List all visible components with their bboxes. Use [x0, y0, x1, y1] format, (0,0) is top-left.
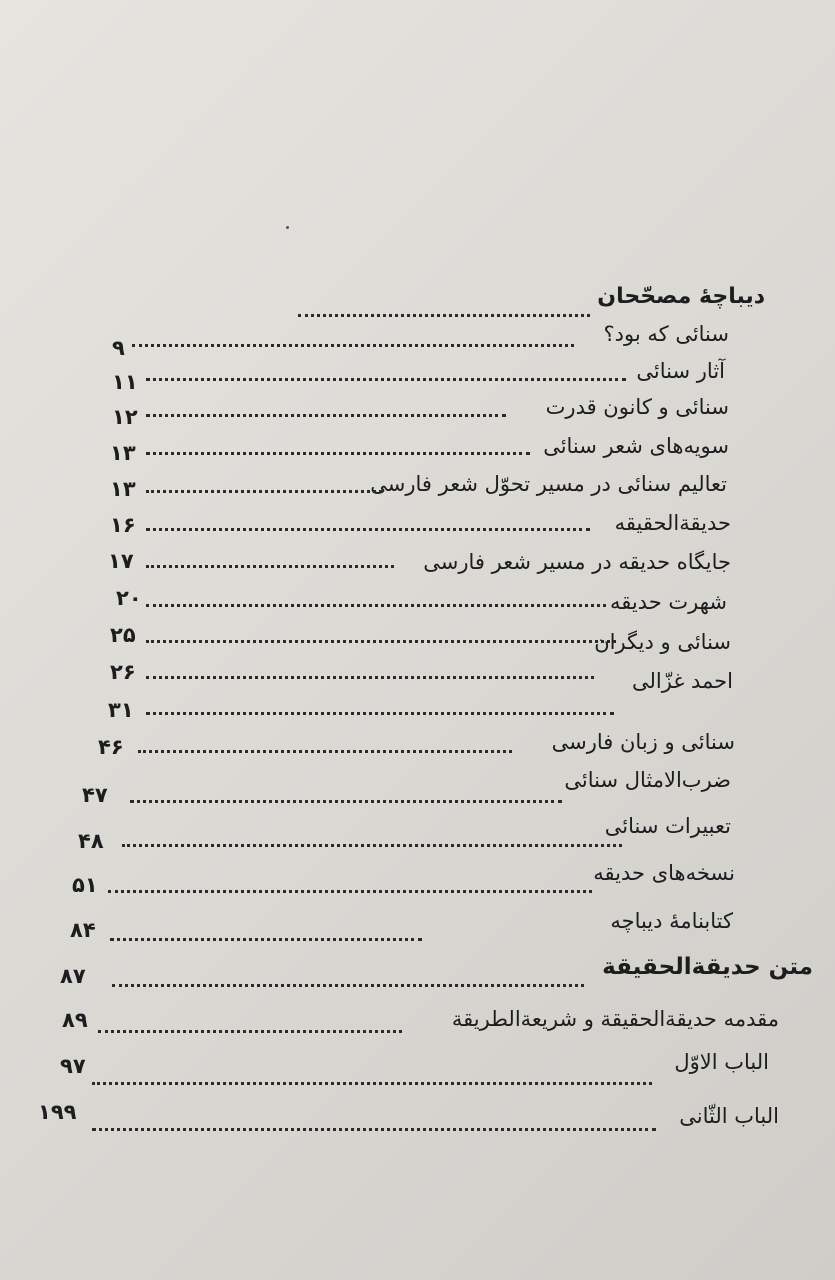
toc-page-number: ۹۷: [60, 1054, 86, 1078]
toc-entry-leader: [146, 528, 590, 531]
toc-entry-title: نسخه‌های حدیقه: [593, 861, 735, 885]
toc-entry-leader: [132, 344, 574, 347]
toc-entry-title: ضرب‌الامثال سنائی: [564, 768, 731, 792]
toc-entry-leader: [122, 844, 622, 847]
toc-entry-leader: [146, 604, 606, 607]
toc-page-number: ۲۵: [110, 623, 136, 647]
toc-entry-leader: [146, 640, 616, 643]
toc-page-number: ۲۶: [110, 660, 136, 684]
toc-entry-title: الباب الاوّل: [674, 1050, 769, 1074]
toc-page-number: ۲۰: [116, 586, 142, 610]
toc-page-number: ۳۱: [108, 698, 134, 722]
toc-page-number: ۴۶: [98, 735, 124, 759]
toc-page-number: ۱۷: [108, 549, 134, 573]
toc-page-number: ۸۷: [60, 964, 86, 988]
toc-page-number: ۴۷: [82, 783, 108, 807]
toc-entry-leader: [108, 890, 592, 893]
toc-entry-title: آثار سنائی: [636, 359, 725, 383]
toc-entry-leader: [110, 938, 422, 941]
toc-page-number: ۴۸: [78, 829, 104, 853]
toc-entry-title: کتابنامهٔ دیباچه: [610, 909, 733, 933]
toc-entry-leader: [146, 414, 506, 417]
toc-entry-leader: [138, 750, 512, 753]
toc-entry-title: سویه‌های شعر سنائی: [543, 434, 729, 458]
toc-entry-title: شهرت حدیقه: [609, 590, 727, 614]
toc-entry-title: الباب الثّانی: [679, 1104, 779, 1128]
toc-entry-title: مقدمه حدیقة‌الحقیقة و شریعة‌الطریقة: [451, 1007, 779, 1031]
toc-entry-leader: [92, 1128, 656, 1131]
toc-entry-title: حدیقة‌الحقیقه: [614, 511, 731, 535]
toc-entry-leader: [146, 565, 394, 568]
toc-entry-leader: [146, 712, 614, 715]
toc-entry-leader: [146, 676, 594, 679]
toc-page-number: ۱۶: [110, 513, 136, 537]
toc-page-number: ۱۲: [112, 405, 138, 429]
toc-entry-title: سنائی که بود؟: [603, 322, 729, 346]
toc-page-number: ۹: [112, 336, 125, 360]
toc-entry-title: تعبیرات سنائی: [604, 814, 731, 838]
toc-page-number: ۸۴: [70, 918, 96, 942]
toc-entry-title: جایگاه حدیقه در مسیر شعر فارسی: [423, 550, 731, 574]
toc-entry-leader: [98, 1030, 402, 1033]
toc-section-title: متن حدیقة‌الحقیقة: [602, 954, 813, 980]
toc-entry-leader: [92, 1082, 652, 1085]
toc-entry-leader: [112, 984, 584, 987]
toc-entry-title: سنائی و دیگران: [594, 630, 731, 654]
section-heading: دیباچهٔ مصحّحان: [597, 284, 765, 309]
toc-page-number: ۱۳: [110, 477, 136, 501]
toc-page-number: ۱۹۹: [38, 1100, 77, 1124]
toc-entry-leader: [146, 490, 382, 493]
toc-page-number: ۸۹: [62, 1008, 88, 1032]
toc-page-number: ۵۱: [72, 873, 98, 897]
heading-leader: [298, 314, 590, 317]
toc-entry-leader: [130, 800, 562, 803]
toc-page-number: ۱۱: [112, 370, 138, 394]
toc-entry-title: احمد غزّالی: [632, 669, 733, 693]
toc-entry-leader: [146, 378, 626, 381]
toc-entry-leader: [146, 452, 530, 455]
toc-entry-title: تعالیم سنائی در مسیر تحوّل شعر فارسی: [370, 472, 727, 496]
toc-entry-title: سنائی و کانون قدرت: [545, 395, 729, 419]
toc-entry-title: سنائی و زبان فارسی: [551, 730, 735, 754]
toc-page-number: ۱۳: [110, 441, 136, 465]
